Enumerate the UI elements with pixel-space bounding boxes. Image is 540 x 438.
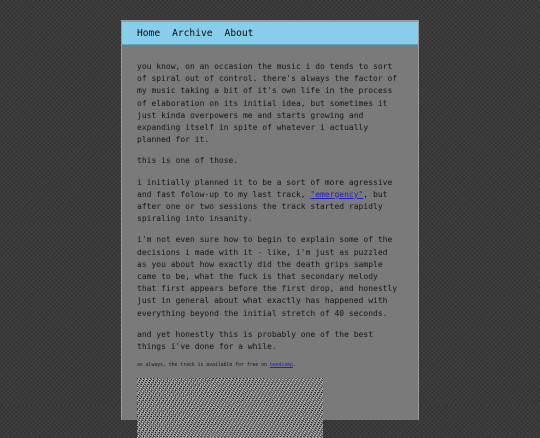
emergency-track-link[interactable]: "emergency" — [310, 189, 364, 199]
nav-home-link[interactable]: Home — [137, 27, 161, 39]
post-paragraph-4: i'm not even sure how to begin to explain some of the decisions i made with it - like, i'm just as puzzled as you about how exactly did the death grips sample came to be, what the fuck is that secondary melody that first appears before the first drop, and honestly just in general about what exactly has happened with everything beyond the initial stretch of 40 seconds. — [137, 235, 398, 318]
footnote-text-before: as always, the track is available for free on — [137, 363, 270, 369]
post-paragraph-1: you know, on an occasion the music i do tends to sort of spiral out of control. there's always the factor of my music taking a bit of it's own life in the process of elaboration on its initial idea, but sometimes it just kinda overpowers me and starts growing and expanding itself in spite of whatever i actually planned for it. — [137, 62, 398, 145]
main-nav — [122, 22, 418, 45]
post-paragraph-5: and yet honestly this is probably one of the best things i've done for a while. — [137, 329, 374, 352]
nav-archive-link[interactable]: Archive — [172, 27, 213, 39]
cover-art-image — [137, 378, 323, 438]
paragraph-3-text-after: , but after one or two sessions the track started rapidly spiraling into insanity. — [137, 189, 388, 224]
paragraph-3-text-before: i initially planned it to be a sort of more agressive and fast folow-up to my last track, — [137, 177, 393, 199]
post-paragraph-3 — [137, 177, 398, 226]
bandcamp-link[interactable]: bandcamp — [269, 363, 293, 369]
footnote-text-after: . — [292, 363, 296, 369]
page-container — [121, 20, 419, 420]
nav-about-link[interactable]: About — [224, 27, 254, 39]
bandcamp-footnote — [137, 362, 398, 369]
post-paragraph-2: this is one of those. — [137, 156, 239, 166]
post-content — [122, 45, 418, 438]
